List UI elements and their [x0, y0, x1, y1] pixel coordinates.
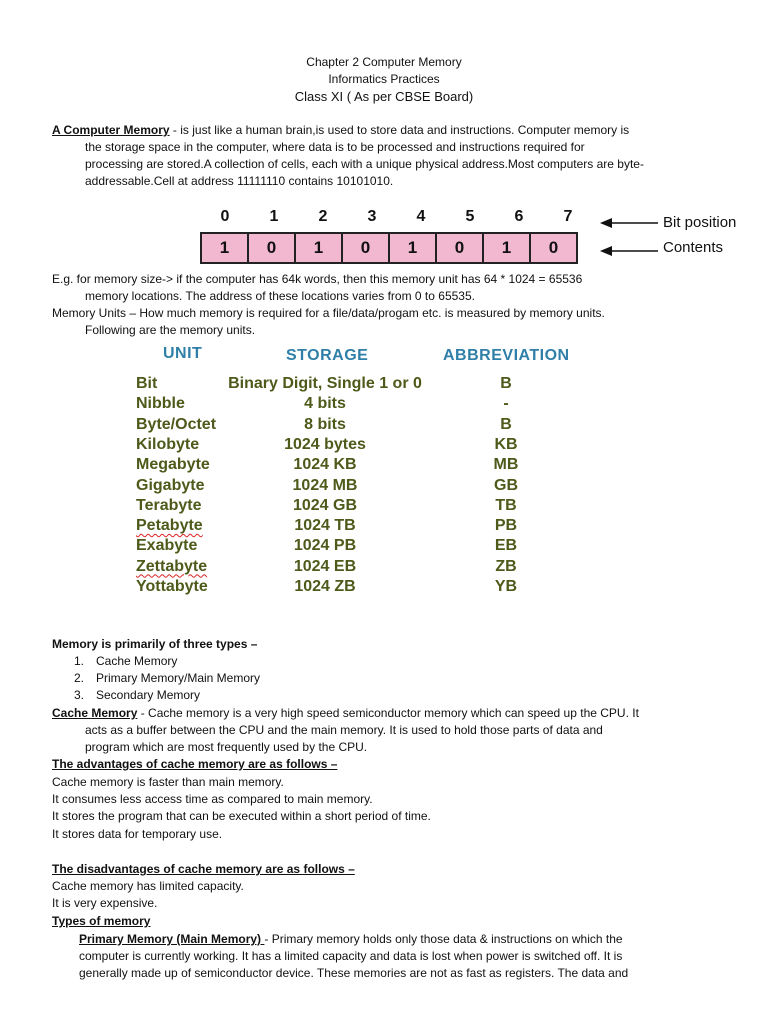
table-cell-unit: Byte/Octet — [136, 415, 217, 433]
bit-position-number: 7 — [563, 208, 573, 225]
table-cell-abbreviation: EB — [494, 537, 518, 555]
types-list-item: 3. — [74, 688, 85, 702]
table-cell-unit: Zettabyte — [136, 557, 208, 575]
intro-line-2: the storage space in the computer, where data is to be processed and instructions required for — [85, 140, 585, 154]
table-cell-abbreviation: PB — [494, 517, 518, 535]
intro-term: A Computer Memory — [52, 123, 170, 137]
bit-cell: 0 — [529, 232, 578, 264]
table-cell-storage: 8 bits — [304, 415, 346, 433]
bit-cell: 0 — [435, 232, 484, 264]
chapter-title: Chapter 2 Computer Memory — [306, 55, 462, 69]
table-cell-unit: Megabyte — [136, 456, 210, 474]
bit-position-number: 3 — [367, 208, 377, 225]
table-cell-storage: 1024 TB — [294, 517, 356, 535]
bit-contents-row — [200, 232, 578, 264]
table-cell-unit: Gigabyte — [136, 476, 205, 494]
bit-position-number: 1 — [269, 208, 279, 225]
table-cell-unit: Petabyte — [136, 517, 203, 535]
disadvantage-item: It is very expensive. — [52, 896, 158, 910]
class-title: Class XI ( As per CBSE Board) — [294, 89, 474, 104]
table-cell-storage: Binary Digit, Single 1 or 0 — [228, 375, 422, 392]
disadvantage-item: Cache memory has limited capacity. — [52, 879, 244, 893]
memory-units-line-2: Following are the memory units. — [85, 323, 256, 337]
table-cell-abbreviation: GB — [494, 476, 518, 494]
table-cell-unit: Kilobyte — [136, 435, 200, 453]
cache-line-1: Cache Memory - Cache memory is a very high speed semiconductor memory which can speed up the CPU. It — [52, 706, 639, 720]
types-of-memory-heading: Types of memory — [52, 914, 151, 928]
table-cell-unit: Terabyte — [136, 496, 202, 514]
bit-cell: 1 — [294, 232, 343, 264]
table-header-storage: STORAGE — [286, 347, 369, 364]
bit-position-number: 6 — [514, 208, 524, 225]
bit-cell: 1 — [200, 232, 249, 264]
contents-arrowhead — [600, 246, 612, 256]
bit-cell: 1 — [482, 232, 531, 264]
bit-position-number: 0 — [220, 208, 230, 225]
advantages-heading: The advantages of cache memory are as follows – — [52, 757, 338, 771]
bit-position-label: Bit position — [663, 214, 737, 231]
intro-line-1: A Computer Memory - is just like a human brain,is used to store data and instructions. Computer memory is — [52, 123, 630, 137]
table-cell-unit: Bit — [136, 375, 158, 392]
bit-position-number: 4 — [416, 208, 426, 225]
primary-line-2: computer is currently working. It has a limited capacity and data is lost when power is switched off. It is — [79, 949, 623, 963]
primary-line-3: generally made up of semiconductor device. These memories are not as fast as registers. The data and — [79, 966, 629, 980]
types-list-item-label: Primary Memory/Main Memory — [96, 671, 261, 685]
table-cell-abbreviation: B — [500, 375, 512, 392]
example-line-2: memory locations. The address of these locations varies from 0 to 65535. — [85, 289, 475, 303]
arrows-graphic — [598, 214, 660, 260]
table-cell-storage: 1024 MB — [292, 476, 358, 494]
types-heading: Memory is primarily of three types – — [52, 637, 258, 651]
bit-cell: 1 — [388, 232, 437, 264]
table-cell-storage: 4 bits — [304, 395, 346, 413]
table-cell-unit: Nibble — [136, 395, 185, 413]
primary-line-1: Primary Memory (Main Memory) - Primary memory holds only those data & instructions on which the — [79, 932, 623, 946]
bit-position-arrowhead — [600, 218, 612, 228]
intro-line-3: processing are stored.A collection of cells, each with a unique physical address.Most computers are byte- — [85, 157, 644, 171]
subject-title: Informatics Practices — [328, 72, 440, 86]
bit-cell: 0 — [341, 232, 390, 264]
table-header-abbreviation: ABBREVIATION — [443, 347, 570, 364]
types-list-item-label: Secondary Memory — [96, 688, 201, 702]
bit-diagram — [200, 208, 760, 268]
bit-position-number: 2 — [318, 208, 328, 225]
types-list-item-label: Cache Memory — [96, 654, 178, 668]
table-cell-abbreviation: B — [500, 415, 512, 433]
table-cell-unit: Yottabyte — [136, 578, 208, 595]
table-cell-storage: 1024 ZB — [294, 578, 356, 595]
memory-units-line-1: Memory Units – How much memory is required for a file/data/progam etc. is measured by memory units. — [52, 306, 605, 320]
cache-term: Cache Memory — [52, 706, 138, 720]
table-cell-abbreviation: TB — [495, 496, 517, 514]
bit-cell: 0 — [247, 232, 296, 264]
advantage-item: Cache memory is faster than main memory. — [52, 775, 284, 789]
cache-line-2: acts as a buffer between the CPU and the main memory. It is used to hold those parts of data and — [85, 723, 603, 737]
table-header-unit: UNIT — [163, 345, 203, 362]
advantage-item: It stores data for temporary use. — [52, 827, 223, 841]
table-cell-storage: 1024 GB — [292, 496, 358, 514]
table-cell-abbreviation: ZB — [495, 557, 517, 575]
table-cell-storage: 1024 PB — [293, 537, 357, 555]
types-list-item: 1. — [74, 654, 85, 668]
cache-line-3: program which are most frequently used by the CPU. — [85, 740, 368, 754]
types-list-item: 2. — [74, 671, 85, 685]
memory-units-table — [130, 344, 610, 604]
table-cell-abbreviation: KB — [494, 435, 518, 453]
disadvantages-heading: The disadvantages of cache memory are as follows – — [52, 862, 355, 876]
example-line-1: E.g. for memory size-> if the computer has 64k words, then this memory unit has 64 * 1024 = 65536 — [52, 272, 583, 286]
intro-line-4: addressable.Cell at address 11111110 contains 10101010. — [85, 174, 394, 188]
table-cell-storage: 1024 KB — [293, 456, 357, 474]
table-cell-storage: 1024 bytes — [284, 435, 366, 453]
table-cell-abbreviation: MB — [493, 456, 519, 474]
advantage-item: It consumes less access time as compared to main memory. — [52, 792, 373, 806]
table-cell-storage: 1024 EB — [293, 557, 357, 575]
primary-term: Primary Memory (Main Memory) — [79, 932, 265, 946]
advantage-item: It stores the program that can be executed within a short period of time. — [52, 809, 431, 823]
table-cell-abbreviation: YB — [494, 578, 518, 595]
table-cell-unit: Exabyte — [136, 537, 198, 555]
bit-position-number: 5 — [465, 208, 475, 225]
contents-label: Contents — [663, 239, 724, 256]
table-cell-abbreviation: - — [503, 395, 509, 413]
